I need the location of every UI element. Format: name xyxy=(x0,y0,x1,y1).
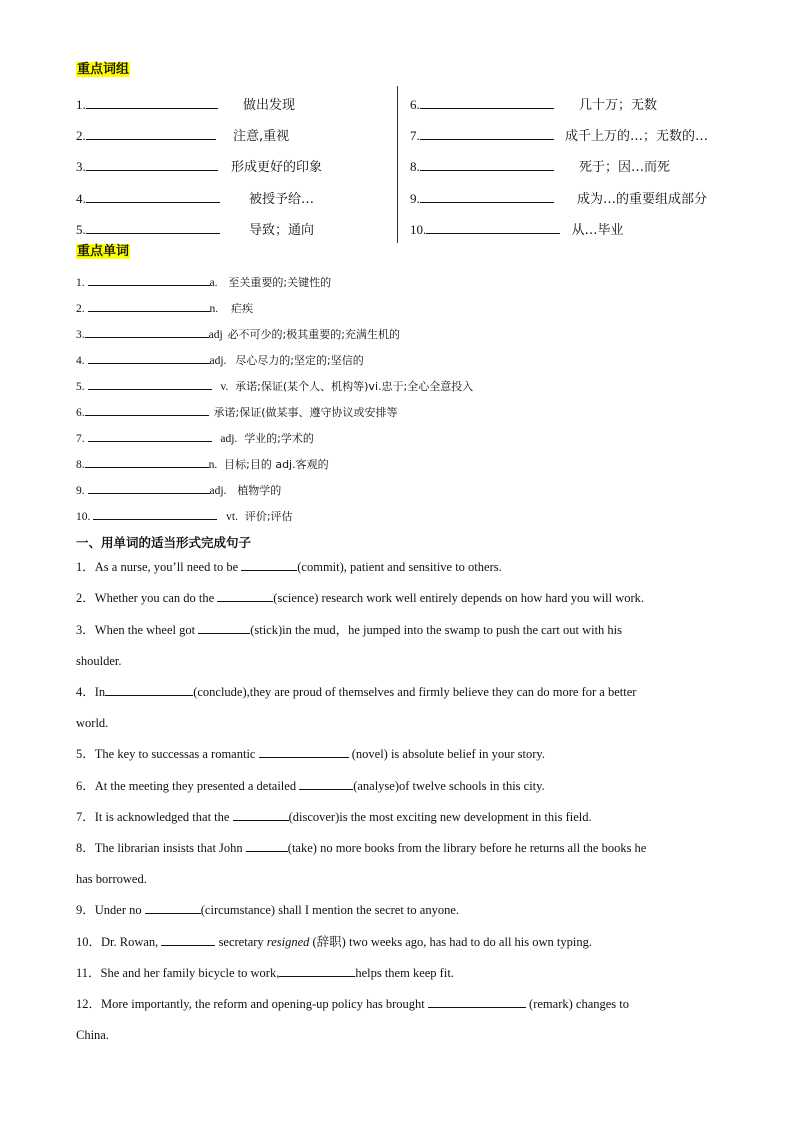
exercise-item-continuation: world. xyxy=(76,716,109,730)
answer-blank[interactable] xyxy=(85,403,209,416)
exercise-item: 1．As a nurse, you’ll need to be (commit), patient and sensitive to others. xyxy=(76,560,502,574)
exercise-item: 6．At the meeting they presented a detailed (analyse)of twelve schools in this city. xyxy=(76,779,545,793)
exercise-title: 一、用单词的适当形式完成句子 xyxy=(76,535,252,550)
exercise-item: 4．In (conclude),they are proud of themselves and firmly believe they can do more for a better xyxy=(76,685,637,699)
exercise-item-continuation: shoulder. xyxy=(76,654,122,668)
exercise-item: 12．More importantly, the reform and opening-up policy has brought (remark) changes to xyxy=(76,997,629,1011)
word-row: 4. adj. 尽心尽力的;坚定的;坚信的 xyxy=(76,351,364,368)
exercise-item: 2．Whether you can do the (science) research work well entirely depends on how hard you will work. xyxy=(76,591,645,605)
phrase-row: 10. 从…毕业 xyxy=(410,222,624,238)
answer-blank[interactable] xyxy=(161,934,215,946)
answer-blank[interactable] xyxy=(85,455,209,468)
answer-blank[interactable] xyxy=(88,299,210,312)
answer-blank[interactable] xyxy=(88,273,210,286)
word-row: 5. v. 承诺;保证(某个人、机构等)vi.忠于;全心全意投入 xyxy=(76,377,473,394)
phrase-row: 4. 被授予给… xyxy=(76,191,315,207)
phrase-row: 9. 成为…的重要组成部分 xyxy=(410,191,708,207)
answer-blank[interactable] xyxy=(86,190,220,203)
answer-blank[interactable] xyxy=(88,429,212,442)
phrase-row: 3. 形成更好的印象 xyxy=(76,159,323,175)
exercise-item: 7．It is acknowledged that the (discover)is the most exciting new development in this field. xyxy=(76,810,592,824)
word-row: 10. vt. 评价;评估 xyxy=(76,507,293,524)
word-row: 3. adj 必不可少的;极其重要的;充满生机的 xyxy=(76,325,400,342)
answer-blank[interactable] xyxy=(420,127,554,140)
answer-blank[interactable] xyxy=(86,127,216,140)
phrase-row: 1. 做出发现 xyxy=(76,97,296,113)
answer-blank[interactable] xyxy=(86,221,220,234)
answer-blank[interactable] xyxy=(86,158,218,171)
phrase-row: 6. 几十万；无数 xyxy=(410,97,658,113)
answer-blank[interactable] xyxy=(198,622,250,634)
word-row: 7. adj. 学业的;学术的 xyxy=(76,429,314,446)
words-heading: 重点单词 xyxy=(77,244,130,259)
answer-blank[interactable] xyxy=(259,746,349,758)
answer-blank[interactable] xyxy=(88,377,212,390)
exercise-item: 11．She and her family bicycle to work, helps them keep fit. xyxy=(76,966,454,980)
column-divider xyxy=(397,86,398,243)
exercise-item: 10．Dr. Rowan, secretary resigned (辞职) two weeks ago, has had to do all his own typing. xyxy=(76,935,592,949)
phrases-heading: 重点词组 xyxy=(77,62,130,77)
word-row: 1. a. 至关重要的;关键性的 xyxy=(76,273,331,290)
exercise-item-continuation: China. xyxy=(76,1028,109,1042)
answer-blank[interactable] xyxy=(145,902,201,914)
answer-blank[interactable] xyxy=(233,809,289,821)
answer-blank[interactable] xyxy=(86,96,218,109)
phrase-row: 2. 注意,重视 xyxy=(76,128,290,144)
answer-blank[interactable] xyxy=(428,996,526,1008)
exercise-item: 3．When the wheel got (stick)in the mud，he jumped into the swamp to push the cart out with his xyxy=(76,623,623,637)
answer-blank[interactable] xyxy=(85,325,209,338)
answer-blank[interactable] xyxy=(105,684,193,696)
answer-blank[interactable] xyxy=(426,221,560,234)
exercise-item: 9．Under no (circumstance) shall I mention the secret to anyone. xyxy=(76,903,459,917)
word-row: 9. adj. 植物学的 xyxy=(76,481,281,498)
exercise-item-continuation: has borrowed. xyxy=(76,872,147,886)
exercise-item: 8．The librarian insists that John (take) no more books from the library before he returns all the books he xyxy=(76,841,647,855)
answer-blank[interactable] xyxy=(217,590,273,602)
answer-blank[interactable] xyxy=(279,965,355,977)
answer-blank[interactable] xyxy=(420,96,554,109)
answer-blank[interactable] xyxy=(420,158,554,171)
exercise-item: 5．The key to successas a romantic (novel) is absolute belief in your story. xyxy=(76,747,545,761)
answer-blank[interactable] xyxy=(88,481,210,494)
word-row: 8. n. 目标;目的 adj.客观的 xyxy=(76,455,329,472)
answer-blank[interactable] xyxy=(93,507,217,520)
answer-blank[interactable] xyxy=(420,190,554,203)
phrase-row: 5. 导致；通向 xyxy=(76,222,315,238)
answer-blank[interactable] xyxy=(246,840,288,852)
answer-blank[interactable] xyxy=(88,351,210,364)
word-row: 2. n. 疟疾 xyxy=(76,299,253,316)
phrase-row: 8. 死于；因…而死 xyxy=(410,159,671,175)
answer-blank[interactable] xyxy=(299,778,353,790)
phrase-row: 7. 成千上万的…；无数的… xyxy=(410,128,709,144)
word-row: 6. 承诺;保证(做某事、遵守协议或安排等 xyxy=(76,403,398,420)
answer-blank[interactable] xyxy=(241,559,297,571)
